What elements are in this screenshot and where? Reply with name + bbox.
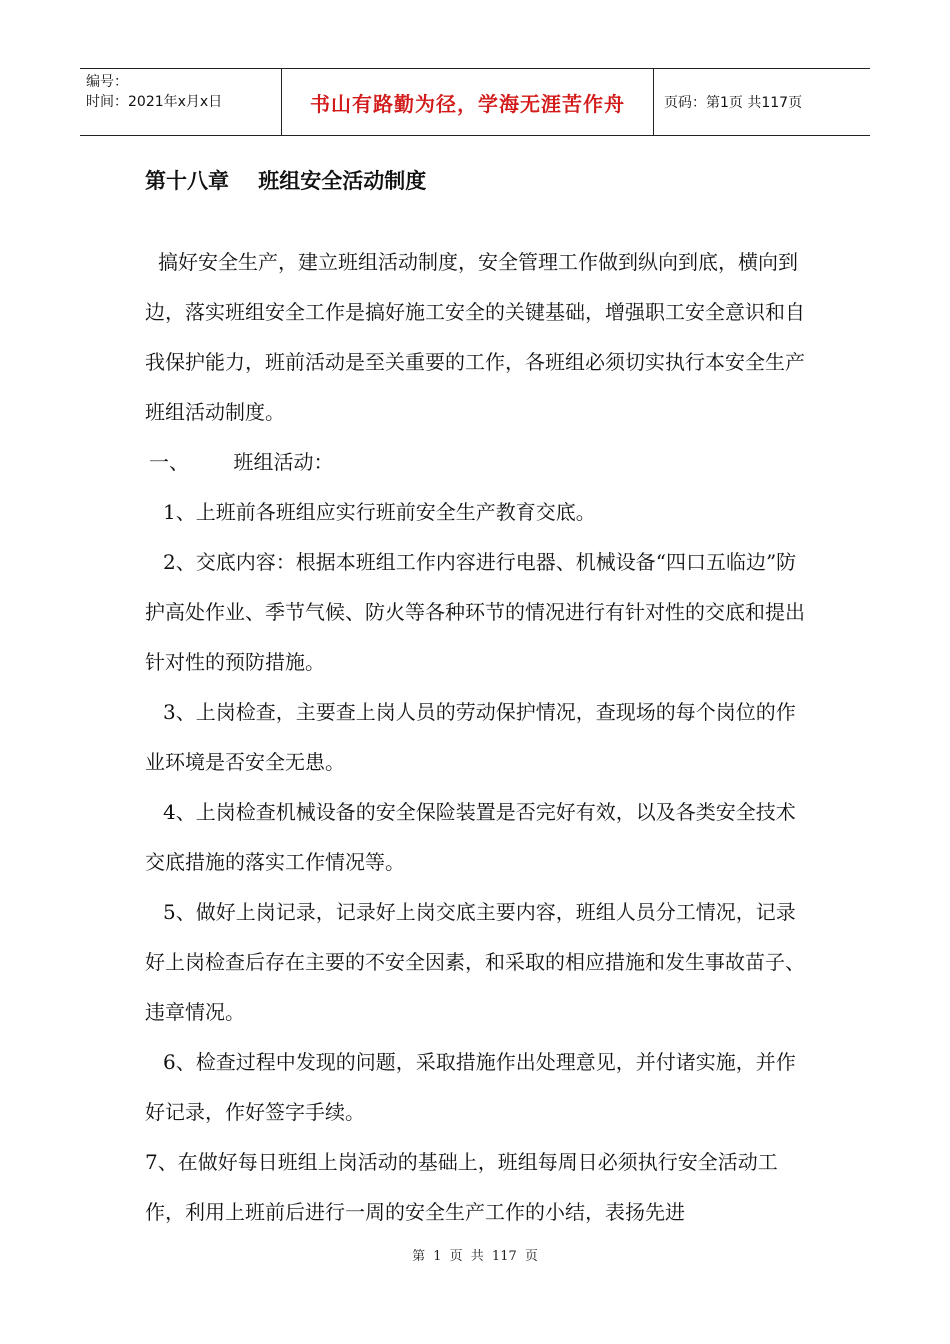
header-motto-cell — [282, 69, 654, 135]
list-item: 6、检查过程中发现的问题，采取措施作出处理意见，并付诸实施，并作好记录，作好签字手续。 — [145, 1050, 796, 1124]
list-item: 4、上岗检查机械设备的安全保险装置是否完好有效，以及各类安全技术交底措施的落实工作情况等。 — [145, 800, 796, 874]
header-motto: 书山有路勤为径，学海无涯苦作舟 — [310, 91, 625, 116]
header-page-info-cell — [654, 69, 870, 135]
time-label: 时间：2021年x月x日 — [86, 94, 223, 110]
page-header — [80, 68, 870, 136]
section-heading: 一、 班组活动： — [149, 450, 334, 474]
header-page-info: 页码：第1页 共117页 — [664, 95, 803, 111]
list-item: 5、做好上岗记录，记录好上岗交底主要内容，班组人员分工情况，记录好上岗检查后存在主要的不安全因素，和采取的相应措施和发生事故苗子、违章情况。 — [145, 900, 805, 1024]
document-body — [145, 165, 810, 1237]
page-footer: 第 1 页 共 117 页 — [412, 1249, 538, 1264]
list-item: 7、在做好每日班组上岗活动的基础上，班组每周日必须执行安全活动工作，利用上班前后进行一周的安全生产工作的小结，表扬先进 — [145, 1150, 778, 1224]
chapter-title: 第十八章 班组安全活动制度 — [145, 169, 427, 193]
intro-paragraph: 搞好安全生产，建立班组活动制度，安全管理工作做到纵向到底，横向到边，落实班组安全工作是搞好施工安全的关键基础，增强职工安全意识和自我保护能力，班前活动是至关重要的工作，各班组必须切实执行本安全生产班组活动制度。 — [145, 250, 805, 424]
list-item: 1、上班前各班组应实行班前安全生产教育交底。 — [163, 500, 596, 524]
header-meta — [80, 69, 282, 135]
number-label: 编号： — [86, 74, 128, 90]
list-item: 3、上岗检查，主要查上岗人员的劳动保护情况，查现场的每个岗位的作业环境是否安全无患。 — [145, 700, 796, 774]
list-item: 2、交底内容：根据本班组工作内容进行电器、机械设备“四口五临边”防护高处作业、季节气候、防火等各种环节的情况进行有针对性的交底和提出针对性的预防措施。 — [145, 550, 805, 674]
